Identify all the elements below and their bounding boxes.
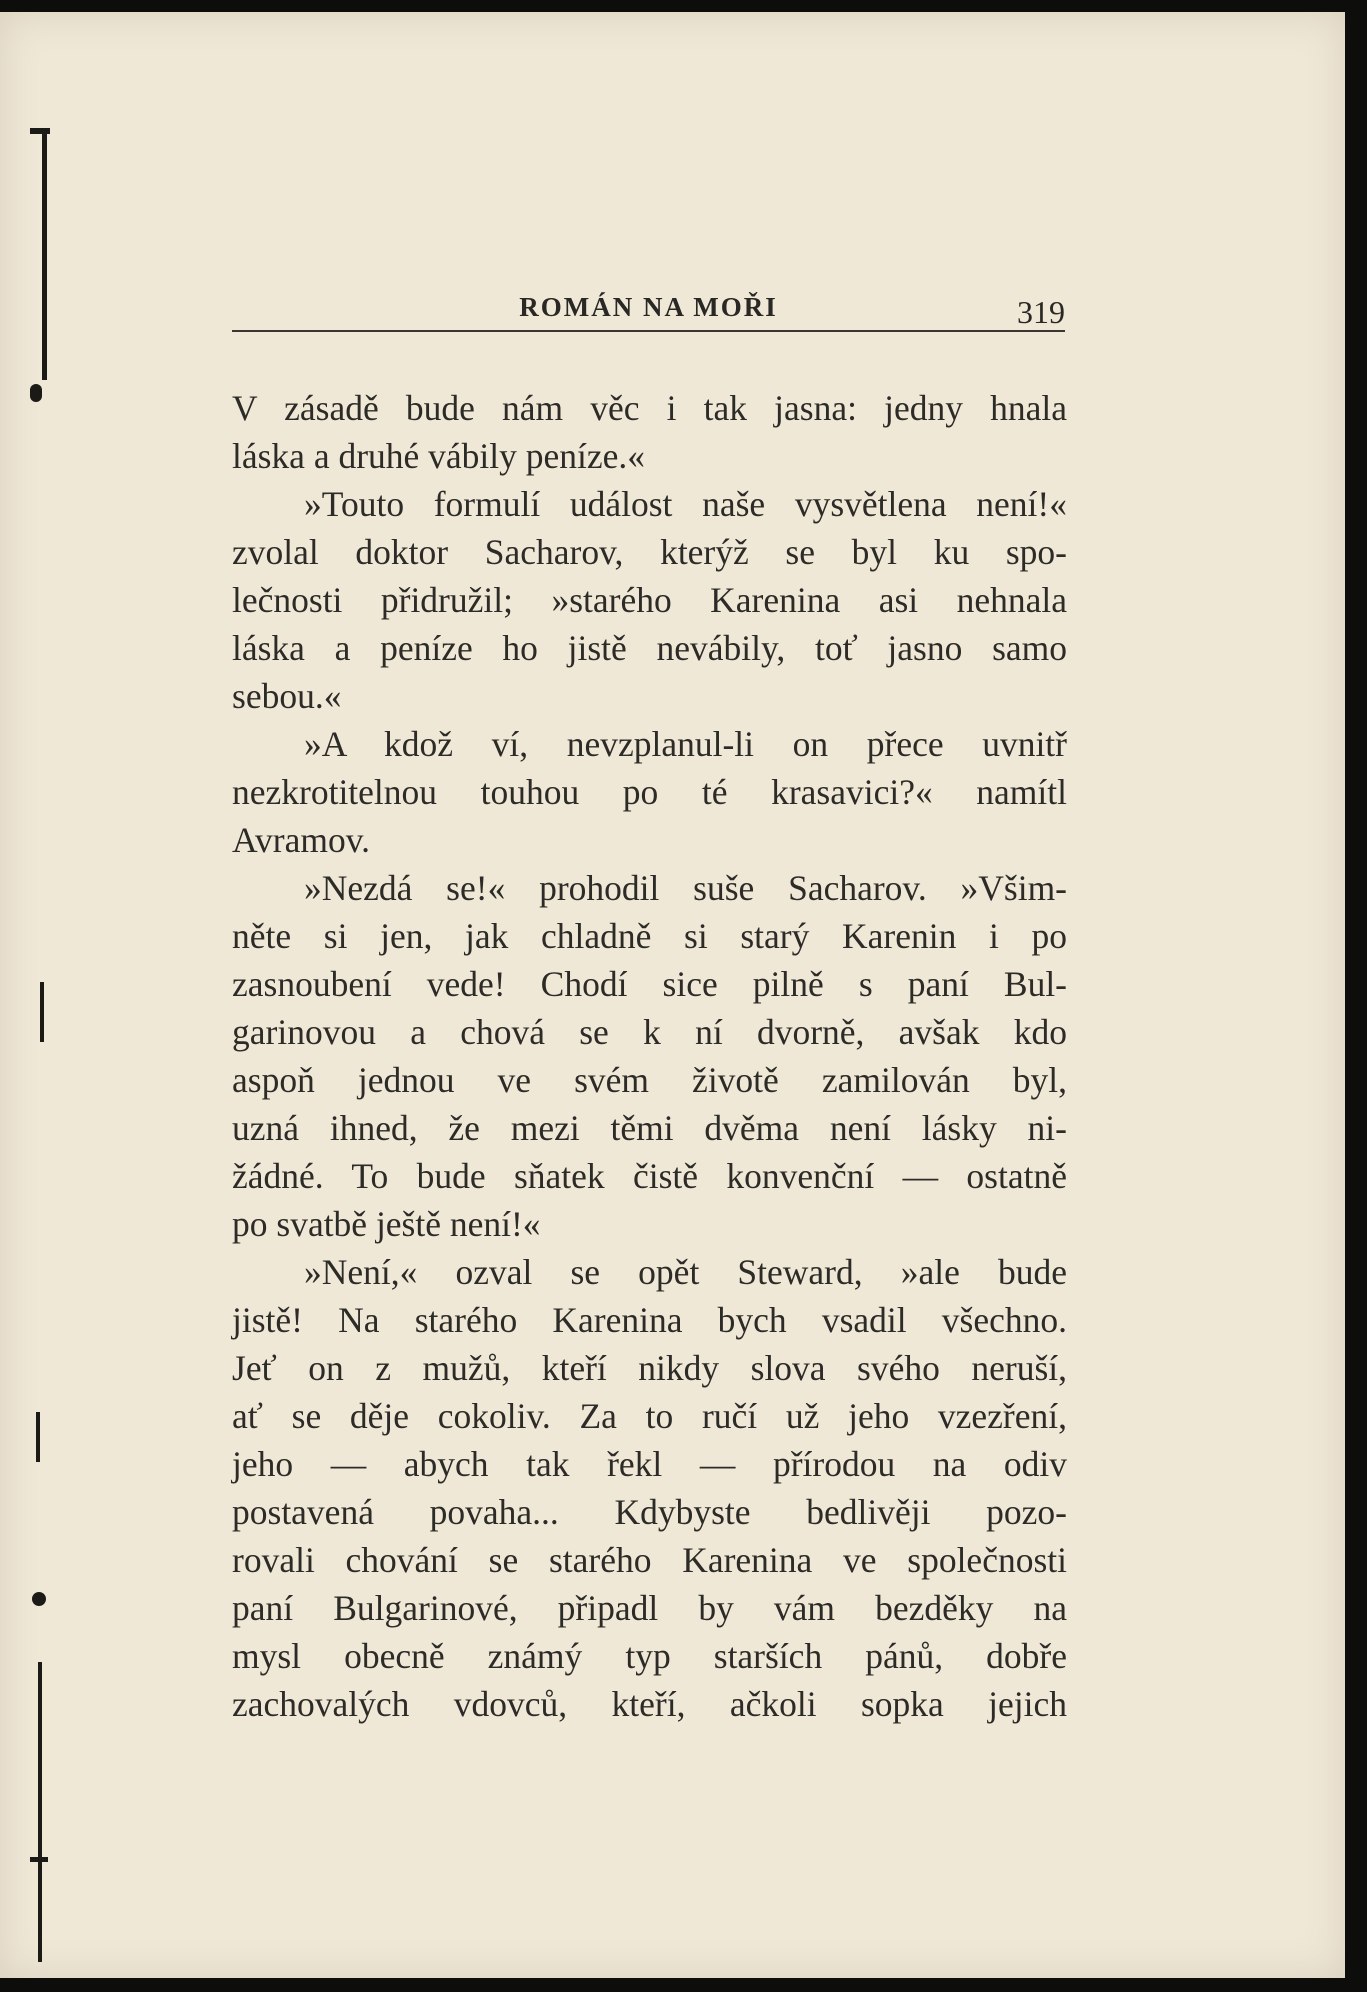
book-page xyxy=(0,12,1345,1978)
body-text xyxy=(232,384,1067,1728)
binding-mark xyxy=(30,128,50,134)
text-line: paní Bulgarinové, připadl by vám bezděky na xyxy=(232,1588,1067,1628)
text-line: »Není,« ozval se opět Steward, »ale bude xyxy=(304,1252,1067,1292)
text-line: něte si jen, jak chladně si starý Karenin i po xyxy=(232,916,1067,956)
binding-mark xyxy=(36,1412,40,1462)
text-line: zachovalých vdovců, kteří, ačkoli sopka jejich xyxy=(232,1684,1067,1724)
text-line: láska a peníze ho jistě nevábily, toť jasno samo xyxy=(232,628,1067,668)
text-line: postavená povaha... Kdybyste bedlivěji pozo- xyxy=(232,1492,1067,1532)
text-line: lečnosti přidružil; »starého Karenina asi nehnala xyxy=(232,580,1067,620)
page-number: 319 xyxy=(1017,294,1065,330)
text-line: po svatbě ještě není!« xyxy=(232,1204,541,1244)
binding-mark xyxy=(30,1857,48,1862)
header-rule xyxy=(232,330,1065,332)
binding-edge xyxy=(0,12,70,1978)
binding-mark xyxy=(32,1592,46,1606)
binding-mark xyxy=(38,1662,42,1962)
text-line: jistě! Na starého Karenina bych vsadil všechno. xyxy=(232,1300,1067,1340)
text-line: uzná ihned, že mezi těmi dvěma není lásky ni- xyxy=(232,1108,1067,1148)
text-line: Jeť on z mužů, kteří nikdy slova svého neruší, xyxy=(232,1348,1067,1388)
text-line: zvolal doktor Sacharov, kterýž se byl ku spo- xyxy=(232,532,1067,572)
text-line: mysl obecně známý typ starších pánů, dobře xyxy=(232,1636,1067,1676)
text-line: láska a druhé vábily peníze.« xyxy=(232,436,646,476)
text-line: garinovou a chová se k ní dvorně, avšak kdo xyxy=(232,1012,1067,1052)
text-line: V zásadě bude nám věc i tak jasna: jedny hnala xyxy=(232,388,1067,428)
text-line: »Touto formulí událost naše vysvětlena není!« xyxy=(304,484,1067,524)
text-line: zasnoubení vede! Chodí sice pilně s paní Bul- xyxy=(232,964,1067,1004)
running-head-title: ROMÁN NA MOŘI xyxy=(519,292,778,322)
running-head xyxy=(232,282,1065,334)
text-line: sebou.« xyxy=(232,676,342,716)
text-line: rovali chování se starého Karenina ve společnosti xyxy=(232,1540,1067,1580)
text-line: »Nezdá se!« prohodil suše Sacharov. »Všim- xyxy=(304,868,1067,908)
text-line: ať se děje cokoliv. Za to ručí už jeho vzezření, xyxy=(232,1396,1067,1436)
text-line: Avramov. xyxy=(232,820,371,860)
binding-mark xyxy=(40,982,44,1042)
text-line: nezkrotitelnou touhou po té krasavici?« namítl xyxy=(232,772,1067,812)
text-line: »A kdož ví, nevzplanul-li on přece uvnitř xyxy=(304,724,1067,764)
text-line: aspoň jednou ve svém životě zamilován byl, xyxy=(232,1060,1067,1100)
binding-mark xyxy=(30,384,42,402)
text-line: jeho — abych tak řekl — přírodou na odiv xyxy=(232,1444,1067,1484)
binding-mark xyxy=(42,130,47,380)
text-line: žádné. To bude sňatek čistě konvenční — ostatně xyxy=(232,1156,1067,1196)
